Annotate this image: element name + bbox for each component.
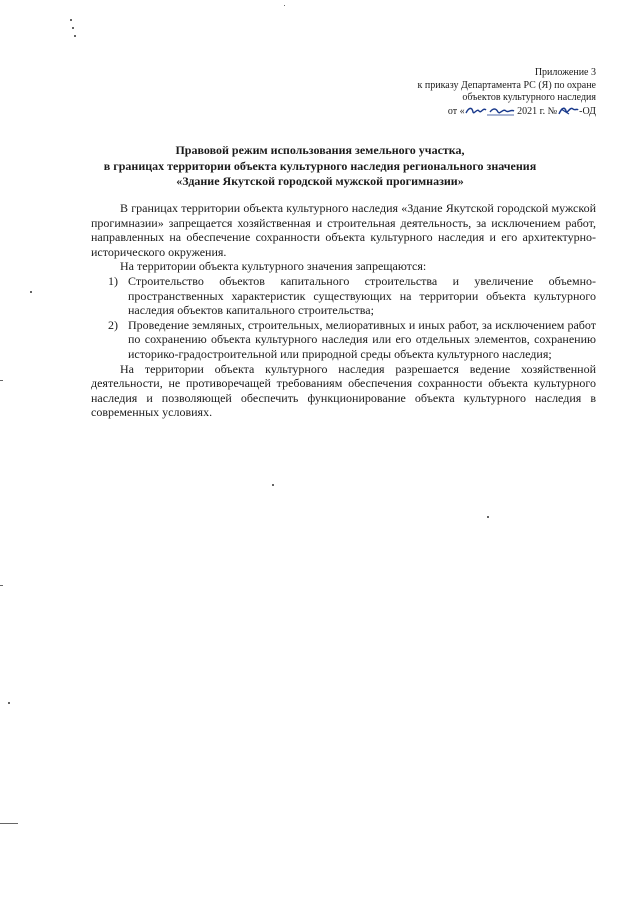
handwritten-date-signature	[465, 105, 515, 116]
paragraph-intro: В границах территории объекта культурного наследия «Здание Якутской городской мужской прогимназии» запрещается хозяйственная и строительная деятельность, за исключением работ, направленных на обеспечение сохранности объекта культурного наследия и его архитектурно-исторического окружения.	[91, 201, 596, 259]
paragraph-permitted: На территории объекта культурного наследия разрешается ведение хозяйственной деятельности, не противоречащей требованиям обеспечения сохранности объекта культурного наследия и позволяющей обеспечить функционирование объекта культурного наследия в современных условиях.	[91, 361, 596, 420]
paragraph-prohibitions-heading: На территории объекта культурного значения запрещаются:	[120, 259, 427, 274]
list-item-text: Проведение земляных, строительных, мелиоративных и иных работ, за исключением работ по сохранению объекта культурного наследия или его отдельных элементов, сохранению историко-градостроительной или природной среды объекта культурного наследия;	[128, 317, 596, 361]
date-prefix: от «	[447, 105, 465, 117]
list-item-number: 2)	[108, 317, 118, 332]
document-title	[80, 143, 560, 190]
scan-edge-mark	[0, 585, 3, 586]
title-line-1: Правовой режим использования земельного участка,	[175, 143, 465, 157]
document-body	[91, 201, 596, 420]
order-suffix: -ОД	[579, 105, 596, 117]
scan-edge-mark	[0, 380, 3, 381]
handwritten-order-number	[557, 105, 579, 116]
appendix-header	[336, 67, 596, 118]
scan-speck	[8, 702, 10, 704]
appendix-number: Приложение 3	[534, 67, 596, 78]
appendix-order-ref: к приказу Департамента РС (Я) по охране	[417, 79, 596, 91]
title-line-2: в границах территории объекта культурного наследия регионального значения	[103, 158, 537, 173]
prohibitions-list	[91, 274, 596, 362]
scan-speck	[74, 35, 76, 37]
appendix-date-line	[336, 105, 596, 119]
list-item	[91, 318, 596, 362]
scan-speck	[284, 5, 285, 6]
scan-speck	[487, 516, 489, 518]
list-item-text: Строительство объектов капитального строительства и увеличение объемно-пространственных характеристик существующих на территории объекта культурного наследия объектов капитального строительства;	[128, 273, 596, 318]
appendix-department: объектов культурного наследия	[462, 92, 596, 103]
scan-speck	[30, 291, 32, 293]
scan-speck	[72, 27, 74, 29]
list-item	[91, 274, 596, 318]
title-line-3: «Здание Якутской городской мужской прогимназии»	[176, 174, 464, 188]
scan-edge-mark	[0, 823, 18, 824]
date-year: 2021 г. №	[514, 105, 558, 117]
scan-speck	[272, 484, 274, 486]
list-item-number: 1)	[108, 273, 118, 288]
scan-speck	[70, 19, 72, 21]
